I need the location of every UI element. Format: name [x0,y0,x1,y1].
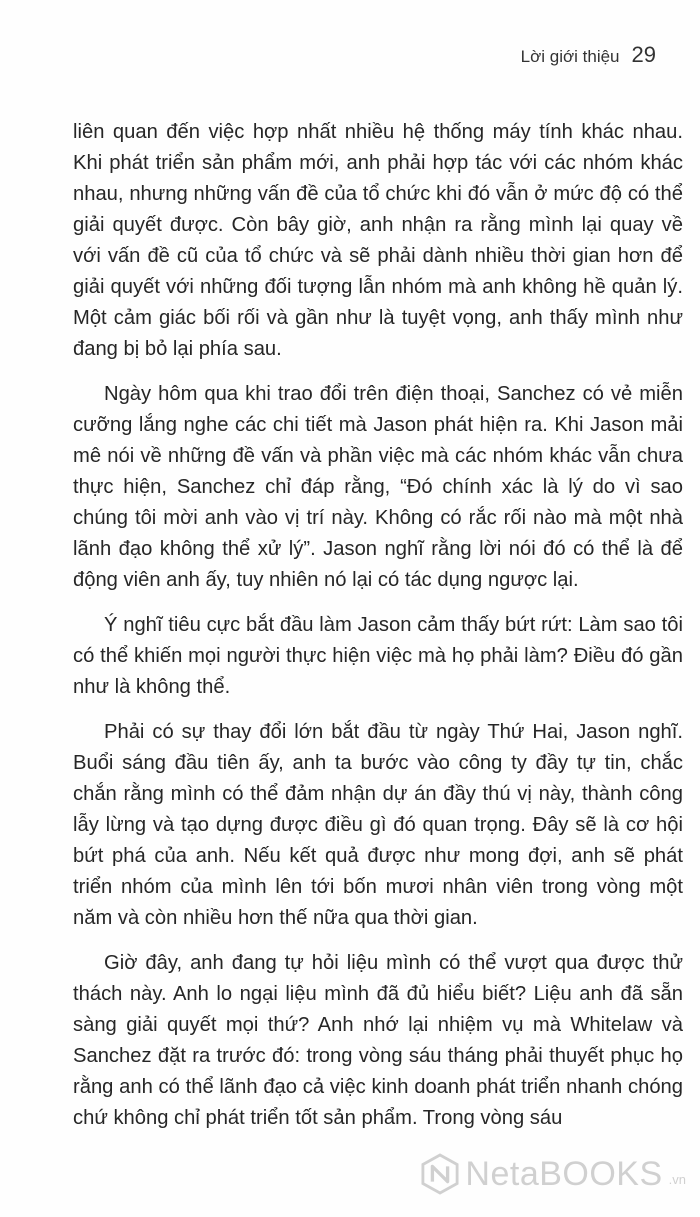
running-header [521,42,656,68]
paragraph: Ý nghĩ tiêu cực bắt đầu làm Jason cảm thấy bứt rứt: Làm sao tôi có thể khiến mọi người thực hiện việc mà họ phải làm? Điều đó gần như là không thể. [73,614,683,698]
body-text [73,117,683,1148]
watermark-suffix: .vn [668,1172,686,1187]
watermark [421,1153,686,1195]
paragraph: liên quan đến việc hợp nhất nhiều hệ thống máy tính khác nhau. Khi phát triển sản phẩm mới, anh phải hợp tác với các nhóm khác nhau, nhưng những vấn đề của tổ chức khi đó vẫn ở mức độ có thể giải quyết được. Còn bây giờ, anh nhận ra rằng mình lại quay về với vấn đề cũ của tổ chức và sẽ phải dành nhiều thời gian hơn để giải quyết với những đối tượng lẫn nhóm mà anh không hề quản lý. Một cảm giác bối rối và gần như là tuyệt vọng, anh thấy mình như đang bị bỏ lại phía sau. [73,121,683,360]
paragraph: Phải có sự thay đổi lớn bắt đầu từ ngày Thứ Hai, Jason nghĩ. Buổi sáng đầu tiên ấy, anh ta bước vào công ty đầy tự tin, chắc chắn rằng mình có thể đảm nhận dự án đầy thú vị này, thành công lẫy lừng và tạo dựng được điều gì đó quan trọng. Đây sẽ là cơ hội bứt phá của anh. Nếu kết quả được như mong đợi, anh sẽ phát triển nhóm của mình lên tới bốn mươi nhân viên trong vòng một năm và còn nhiều hơn thế nữa qua thời gian. [73,721,683,929]
paragraph: Giờ đây, anh đang tự hỏi liệu mình có thể vượt qua được thử thách này. Anh lo ngại liệu mình đã đủ hiểu biết? Liệu anh đã sẵn sàng giải quyết mọi thứ? Anh nhớ lại nhiệm vụ mà Whitelaw và Sanchez đặt ra trước đó: trong vòng sáu tháng phải thuyết phục họ rằng anh có thể lãnh đạo cả việc kinh doanh phát triển nhanh chóng chứ không chỉ phát triển tốt sản phẩm. Trong vòng sáu [73,952,683,1129]
watermark-brand: NetaBOOKS [465,1154,663,1193]
section-title: Lời giới thiệu [520,47,620,66]
page-number: 29 [631,42,656,67]
paragraph: Ngày hôm qua khi trao đổi trên điện thoại, Sanchez có vẻ miễn cưỡng lắng nghe các chi tiết mà Jason phát hiện ra. Khi Jason mải mê nói về những đề vấn và phần việc mà các nhóm khác vẫn chưa thực hiện, Sanchez chỉ đáp rằng, “Đó chính xác là lý do vì sao chúng tôi mời anh vào vị trí này. Không có rắc rối nào mà một nhà lãnh đạo không thể xử lý”. Jason nghĩ rằng lời nói đó có thể là để động viên anh ấy, tuy nhiên nó lại có tác dụng ngược lại. [73,383,683,591]
netabooks-logo-icon [421,1153,459,1195]
